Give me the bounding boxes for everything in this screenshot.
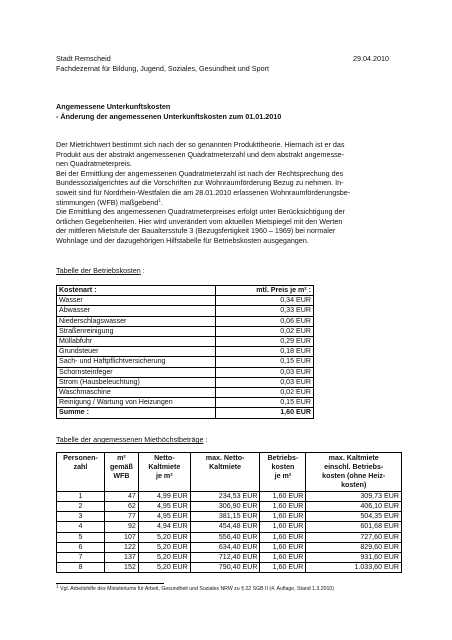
table-cell: 1,60 EUR <box>260 532 306 542</box>
table-cell: 1.033,60 EUR <box>306 562 402 572</box>
table-cell: 1,60 EUR <box>260 502 306 512</box>
cost-type-cell: Abwasser <box>57 306 216 316</box>
table-row <box>57 367 314 377</box>
table-cell: 556,40 EUR <box>190 532 260 542</box>
footnote-mark: 1 <box>56 584 59 590</box>
table-row <box>57 357 314 367</box>
column-header <box>306 453 402 492</box>
cost-type-cell: Sach- und Haftpflichtversicherung <box>57 357 216 367</box>
table-cell: 931,60 EUR <box>306 552 402 562</box>
table-cell: 2 <box>57 502 105 512</box>
cost-value-cell: 0,34 EUR <box>216 296 314 306</box>
table-cell: 92 <box>104 522 138 532</box>
table-cell: 504,35 EUR <box>306 512 402 522</box>
cost-value-cell: 0,15 EUR <box>216 357 314 367</box>
table-cell: 234,53 EUR <box>190 492 260 502</box>
column-header <box>260 453 306 492</box>
table-row <box>57 337 314 347</box>
header-date: 29.04.2010 <box>353 54 389 63</box>
table-cell: 4,95 EUR <box>138 502 190 512</box>
table-row <box>57 377 314 387</box>
table-cell: 3 <box>57 512 105 522</box>
cost-value-cell: 0,29 EUR <box>216 337 314 347</box>
table-cell: 152 <box>104 562 138 572</box>
table-cell: 1,60 EUR <box>260 562 306 572</box>
table-cell: 5,20 EUR <box>138 532 190 542</box>
body-line: Bundessozialgerichtes auf die Vorschriften zur Wohnraumförderung Bezug zu nehmen. In- <box>56 178 344 188</box>
sum-value: 1,60 EUR <box>216 408 314 418</box>
table-row <box>57 542 402 552</box>
column-header-line: gemäß <box>109 462 133 471</box>
table-cell: 1,60 EUR <box>260 512 306 522</box>
column-header-line: Betriebs- <box>267 453 299 462</box>
body-line: örtlichen Gegebenheiten. Hier wird unverändert vom aktuellen Mietspiegel mit den Werten <box>56 216 343 226</box>
cost-type-cell: Waschmaschine <box>57 388 216 398</box>
cost-value-cell: 0,15 EUR <box>216 398 314 408</box>
body-line: stimmungen (WFB) maßgebend <box>56 197 159 207</box>
body-line: Der Mietrichtwert bestimmt sich nach der so genannten Produkttheorie. Hiernach ist er das <box>56 140 345 149</box>
cost-value-cell: 0,33 EUR <box>216 306 314 316</box>
table-cell: 634,40 EUR <box>190 542 260 552</box>
header-department: Fachdezernat für Bildung, Jugend, Soziales, Gesundheit und Sport <box>56 64 269 73</box>
table-cell: 309,73 EUR <box>306 492 402 502</box>
column-header <box>104 453 138 492</box>
table-cell: 8 <box>57 562 105 572</box>
table-row <box>57 512 402 522</box>
table-row <box>57 306 314 316</box>
table-row <box>57 502 402 512</box>
cost-type-cell: Straßenreinigung <box>57 326 216 336</box>
table-row <box>57 316 314 326</box>
table-row <box>57 552 402 562</box>
table-cell: 47 <box>104 492 138 502</box>
column-header-line: einschl. Betriebs- <box>324 462 384 471</box>
table-row <box>57 398 314 408</box>
column-header-line: m² <box>117 453 126 462</box>
header-city: Stadt Remscheid <box>56 54 111 63</box>
cost-type-cell: Müllabfuhr <box>57 337 216 347</box>
table-cell: 454,48 EUR <box>190 522 260 532</box>
column-header-line: je m² <box>274 472 292 481</box>
table-cell: 7 <box>57 552 105 562</box>
table-cell: 62 <box>104 502 138 512</box>
column-header-line: zahl <box>73 462 88 471</box>
body-line: Bei der Ermittlung der angemessenen Quadratmeterzahl ist nach der Rechtsprechung des <box>56 168 344 178</box>
table-cell: 790,40 EUR <box>190 562 260 572</box>
table-cell: 306,90 EUR <box>190 502 260 512</box>
table-cell: 6 <box>57 542 105 552</box>
cost-type-cell: Schornsteinfeger <box>57 367 216 377</box>
table-row <box>57 388 314 398</box>
table-cell: 5,20 EUR <box>138 562 190 572</box>
column-header <box>138 453 190 492</box>
miethoechstbetraege-table <box>56 452 402 573</box>
table-cell: 381,15 EUR <box>190 512 260 522</box>
cost-value-cell: 0,02 EUR <box>216 388 314 398</box>
cost-value-cell: 0,18 EUR <box>216 347 314 357</box>
cost-type-cell: Reinigung / Wartung von Heizungen <box>57 398 216 408</box>
table-cell: 4 <box>57 522 105 532</box>
column-header-line: kosten (ohne Heiz- <box>322 472 386 481</box>
table-header-row <box>57 286 314 296</box>
table-cell: 5,20 EUR <box>138 542 190 552</box>
column-header-line: kosten) <box>341 481 367 490</box>
sentence-end: . <box>160 197 163 207</box>
body-text <box>56 140 400 246</box>
table-cell: 1,60 EUR <box>260 542 306 552</box>
table-cell: 1,60 EUR <box>260 522 306 532</box>
footnote-reference: 1 <box>158 198 161 204</box>
column-header-line: WFB <box>113 472 130 481</box>
cost-type-cell: Wasser <box>57 296 216 306</box>
column-header-line: je m² <box>156 472 173 481</box>
cost-value-cell: 0,02 EUR <box>216 326 314 336</box>
column-header-line: max. Kaltmiete <box>328 453 379 462</box>
column-header <box>190 453 260 492</box>
column-header-line: Personen- <box>63 453 98 462</box>
table-cell: 4,95 EUR <box>138 512 190 522</box>
column-header-line: Kaltmiete <box>209 462 242 471</box>
cost-value-cell: 0,03 EUR <box>216 377 314 387</box>
body-line: nen Quadratmeterpreis. <box>56 159 132 169</box>
cost-type-cell: Niederschlagswasser <box>57 316 216 326</box>
table-cell: 4,99 EUR <box>138 492 190 502</box>
cost-value-cell: 0,03 EUR <box>216 367 314 377</box>
table-cell: 406,10 EUR <box>306 502 402 512</box>
cost-type-cell: Strom (Hausbeleuchtung) <box>57 377 216 387</box>
sum-label: Summe : <box>57 408 216 418</box>
table-cell: 1 <box>57 492 105 502</box>
table-cell: 77 <box>104 512 138 522</box>
table-cell: 137 <box>104 552 138 562</box>
body-line: der mittleren Mietstufe der Baualtersstufe 3 (Bezugsfertigkeit 1960 – 1969) bei normaler <box>56 226 336 236</box>
table-row <box>57 326 314 336</box>
header-price: mtl. Preis je m² : <box>216 286 314 296</box>
table-row <box>57 522 402 532</box>
footnote <box>56 586 334 593</box>
table-row <box>57 347 314 357</box>
header-cost-type: Kostenart : <box>57 286 216 296</box>
body-line: Wohnlage und der dazugehörigen Hilfstabelle für Betriebskosten ausgegangen. <box>56 235 309 245</box>
table-row <box>57 562 402 572</box>
column-header-line: kosten <box>271 462 295 471</box>
table-cell: 122 <box>104 542 138 552</box>
table-cell: 1,60 EUR <box>260 552 306 562</box>
cost-type-cell: Grundsteuer <box>57 347 216 357</box>
table-row <box>57 532 402 542</box>
title-line1: Angemessene Unterkunftskosten <box>56 102 171 111</box>
column-header-line: max. Netto- <box>205 453 245 462</box>
body-line: Produkt aus der abstrakt angemessenen Quadratmeterzahl und dem abstrakt angemesse- <box>56 149 345 159</box>
table-header-row <box>57 453 402 492</box>
table-cell: 4,94 EUR <box>138 522 190 532</box>
body-line: Die Ermittlung des angemessenen Quadratmeterpreises erfolgt unter Berücksichtigung der <box>56 207 345 217</box>
footnote-text: Vgl. Arbeitshilfe des Ministeriums für Arbeit, Gesundheit und Soziales NRW zu § 22 SGB II (4. Auflage, Stand 1.3.2010) <box>60 586 334 592</box>
table-row <box>57 296 314 306</box>
table-cell: 107 <box>104 532 138 542</box>
cost-value-cell: 0,06 EUR <box>216 316 314 326</box>
table-cell: 5,20 EUR <box>138 552 190 562</box>
title-line2: - Änderung der angemessenen Unterkunftskosten zum 01.01.2010 <box>56 112 282 121</box>
table-cell: 712,40 EUR <box>190 552 260 562</box>
body-line: soweit sind für Nordrhein-Westfalen die am 28.01.2010 erlassenen Wohnraumförderungsbe- <box>56 187 351 197</box>
column-header-line: Kaltmiete <box>148 462 181 471</box>
footnote-separator <box>56 583 164 584</box>
column-header-line: Netto- <box>154 453 175 462</box>
column-header <box>57 453 105 492</box>
betriebskosten-caption: Tabelle der Betriebskosten : <box>56 266 145 275</box>
table-cell: 5 <box>57 532 105 542</box>
table-cell: 1,60 EUR <box>260 492 306 502</box>
betriebskosten-table <box>56 285 314 419</box>
table-cell: 829,60 EUR <box>306 542 402 552</box>
body-line-with-footnote <box>56 198 400 208</box>
table-row <box>57 492 402 502</box>
table-cell: 601,68 EUR <box>306 522 402 532</box>
sum-row <box>57 408 314 418</box>
table-cell: 727,60 EUR <box>306 532 402 542</box>
miete-caption: Tabelle der angemessenen Miethöchstbeträge : <box>56 435 208 444</box>
